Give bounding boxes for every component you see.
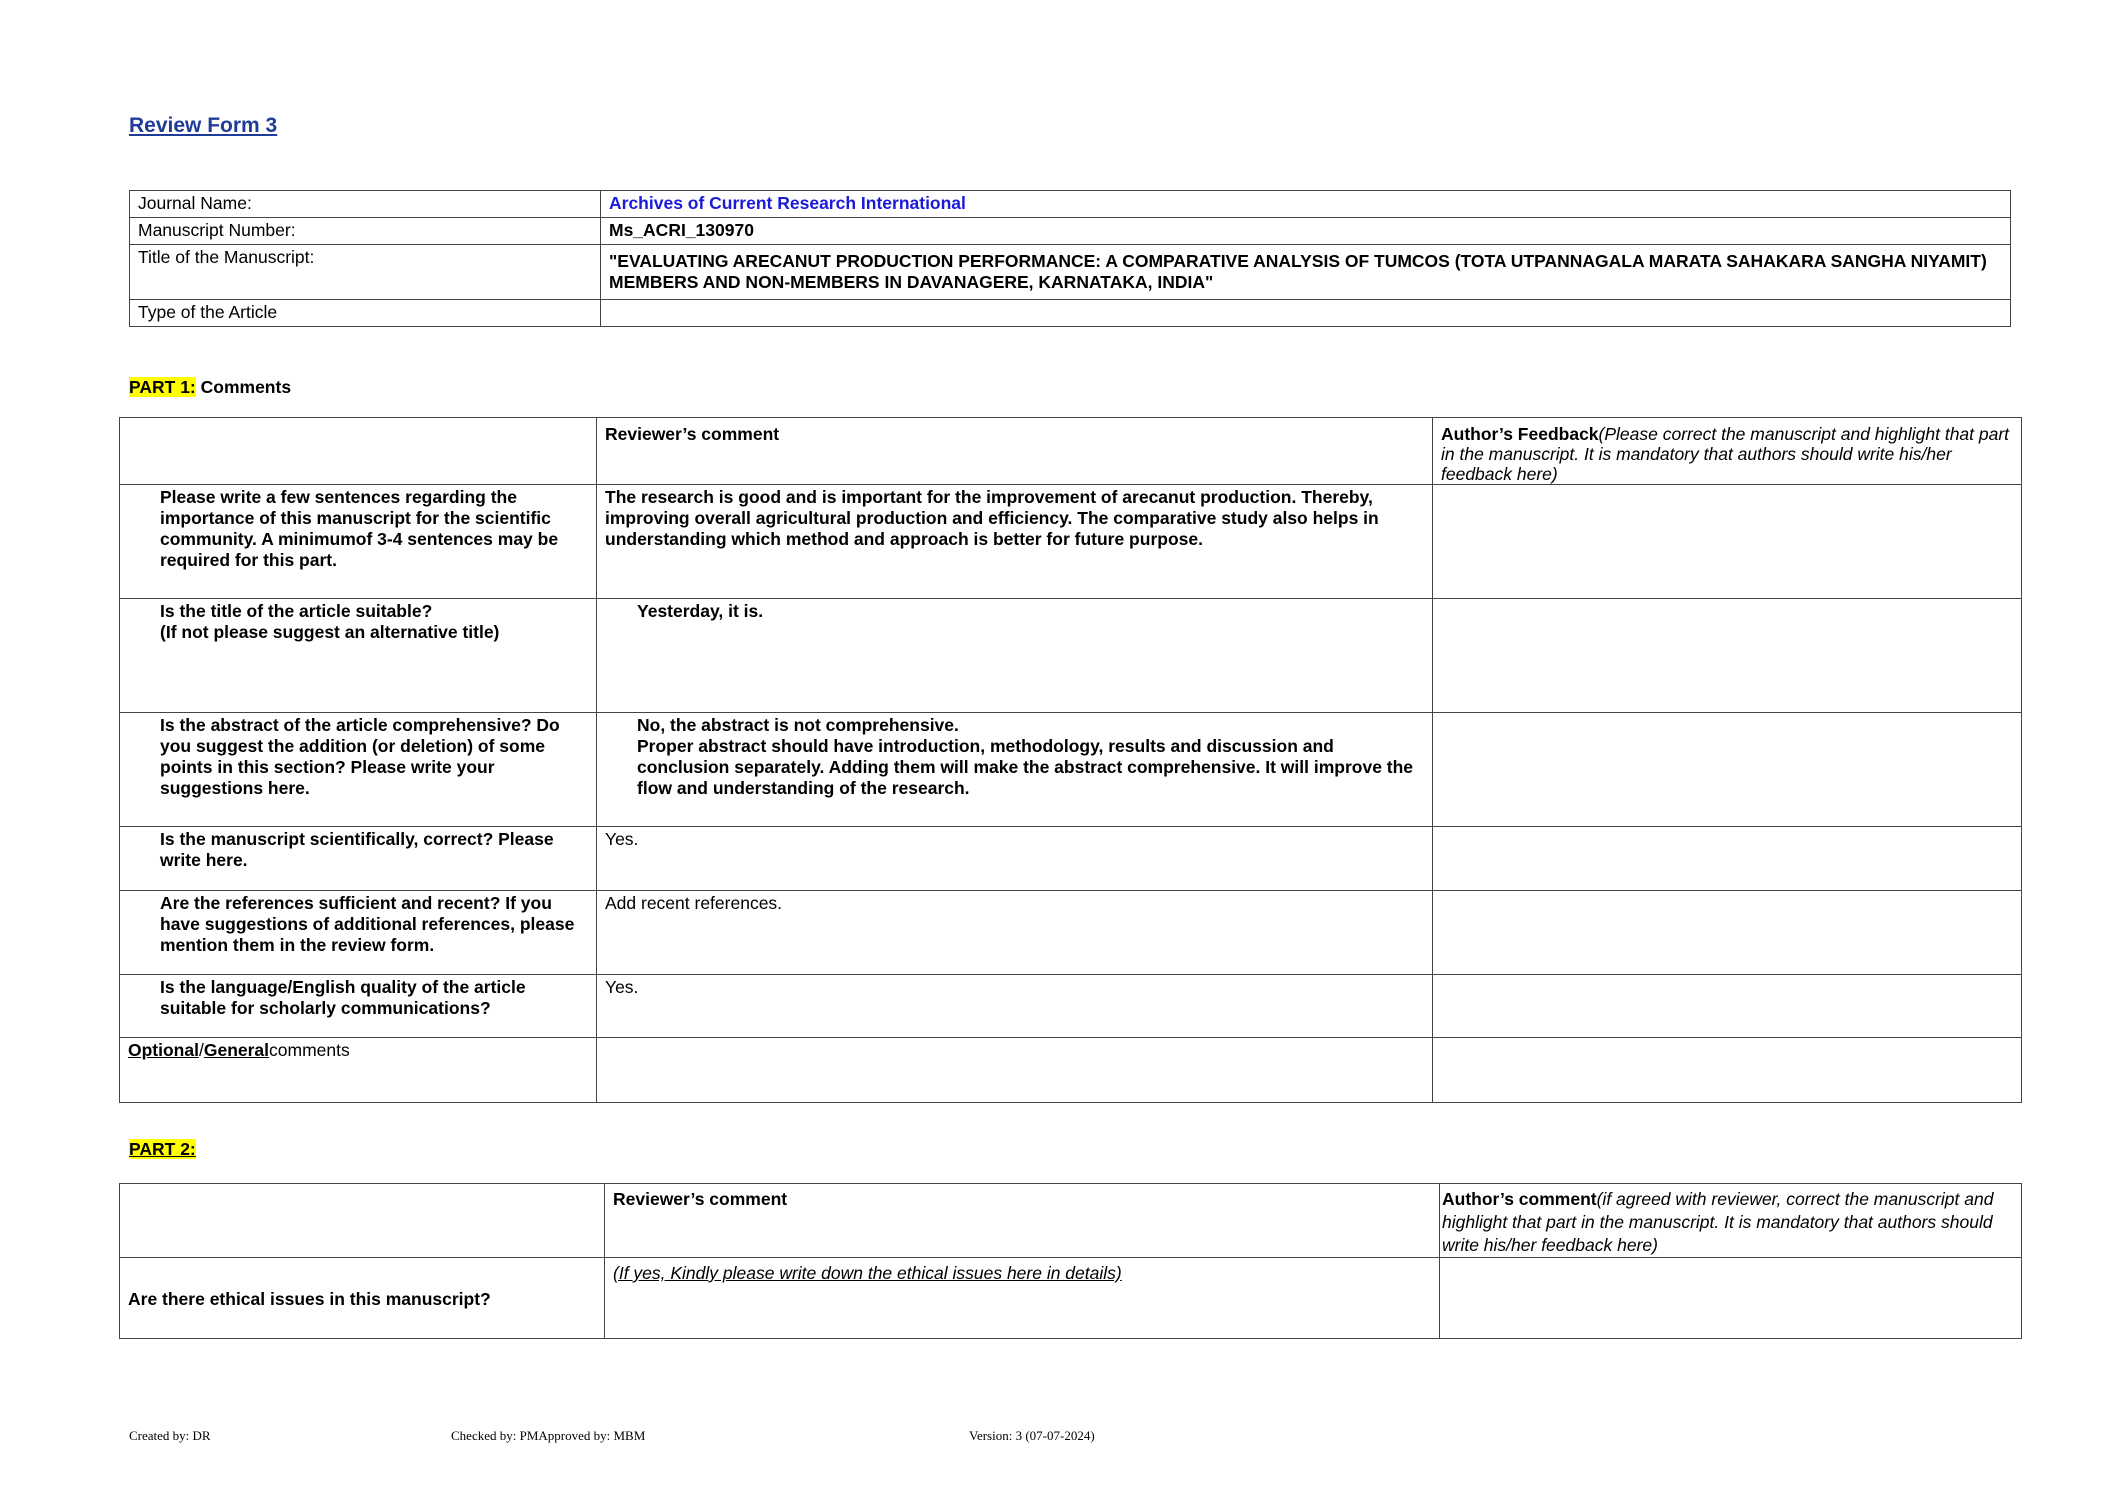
- footer-created: Created by: DR: [129, 1428, 211, 1443]
- question-abstract: Is the abstract of the article comprehensive? Do you suggest the addition (or deletion) of some points in this section? Please write your suggestions here.: [120, 713, 597, 827]
- part1-header-reviewer: Reviewer’s comment: [597, 418, 1433, 485]
- part2-label: PART 2:: [129, 1139, 196, 1159]
- part1-label-suffix: Comments: [195, 377, 292, 397]
- title-value: "EVALUATING ARECANUT PRODUCTION PERFORMANCE: A COMPARATIVE ANALYSIS OF TUMCOS (TOTA UTPANNAGALA MARATA SAHAKARA SANGHA NIYAMIT) MEMBERS AND NON-MEMBERS IN DAVANAGERE, KARNATAKA, INDIA": [601, 245, 2011, 300]
- ethics-comment: (If yes, Kindly please write down the ethical issues here in details): [605, 1258, 1440, 1339]
- footer-checked: Checked by: PMApproved by: MBM: [451, 1428, 646, 1443]
- part2-header-empty: [120, 1184, 605, 1258]
- part2-header-author-bold: Author’s comment: [1442, 1189, 1597, 1209]
- type-label: Type of the Article: [130, 300, 601, 327]
- manuscript-label: Manuscript Number:: [130, 218, 601, 245]
- part2-heading: [129, 1139, 196, 1160]
- title-label: Title of the Manuscript:: [130, 245, 601, 300]
- comment-title: Yesterday, it is.: [597, 599, 1433, 713]
- author-feedback-references[interactable]: [1433, 891, 2022, 975]
- table-row: [120, 975, 2022, 1038]
- comment-abstract-line1: No, the abstract is not comprehensive.: [637, 715, 959, 735]
- ethics-author-feedback[interactable]: [1440, 1258, 2022, 1339]
- comment-abstract-line2: Proper abstract should have introduction, methodology, results and discussion and conclusion separately. Adding them will make the abstract comprehensive. It will improve the flow and understanding of the research.: [637, 736, 1414, 798]
- author-feedback-optional[interactable]: [1433, 1038, 2022, 1103]
- part1-header-empty: [120, 418, 597, 485]
- optional-slash: /: [198, 1040, 204, 1060]
- part2-header-author-italic: (if agreed with reviewer, correct the manuscript and highlight that part in the manuscript. It is mandatory that authors should write his/her feedback here): [1442, 1189, 1994, 1255]
- general-word: General: [203, 1040, 270, 1060]
- info-row-manuscript: [130, 218, 2011, 245]
- table-row: [120, 1258, 2022, 1339]
- table-row: [120, 891, 2022, 975]
- journal-value: Archives of Current Research International: [601, 191, 2011, 218]
- comment-language: Yes.: [597, 975, 1433, 1038]
- type-value: [601, 300, 2011, 327]
- author-feedback-scientific[interactable]: [1433, 827, 2022, 891]
- part1-header-row: [120, 418, 2022, 485]
- ethics-question: Are there ethical issues in this manuscript?: [120, 1258, 605, 1339]
- question-references: Are the references sufficient and recent? If you have suggestions of additional references, please mention them in the review form.: [120, 891, 597, 975]
- comment-optional[interactable]: [597, 1038, 1433, 1103]
- journal-label: Journal Name:: [130, 191, 601, 218]
- comment-references: Add recent references.: [597, 891, 1433, 975]
- table-row: [120, 827, 2022, 891]
- author-feedback-importance[interactable]: [1433, 485, 2022, 599]
- question-title-line1: Is the title of the article suitable?: [160, 601, 433, 621]
- form-title: Review Form 3: [129, 114, 278, 137]
- part1-heading: [129, 377, 291, 398]
- info-row-journal: [130, 191, 2011, 218]
- part2-header-row: [120, 1184, 2022, 1258]
- manuscript-value: Ms_ACRI_130970: [601, 218, 2011, 245]
- optional-general-comments-label: [120, 1038, 597, 1103]
- comment-importance: The research is good and is important for the improvement of arecanut production. Thereby, improving overall agricultural production and efficiency. The comparative study also helps in understanding which method and approach is better for future purpose.: [597, 485, 1433, 599]
- info-row-title: [130, 245, 2011, 300]
- question-title: [120, 599, 597, 713]
- part2-header-reviewer: Reviewer’s comment: [605, 1184, 1440, 1258]
- part1-header-author-italic: (Please correct the manuscript and highlight that part in the manuscript. It is mandatory that authors should write his/her feedback here): [1441, 424, 2010, 484]
- question-importance: Please write a few sentences regarding the importance of this manuscript for the scientific community. A minimumof 3-4 sentences may be required for this part.: [120, 485, 597, 599]
- part2-header-author: [1440, 1184, 2022, 1258]
- question-title-line2: (If not please suggest an alternative title): [160, 622, 500, 642]
- author-feedback-title[interactable]: [1433, 599, 2022, 713]
- author-feedback-abstract[interactable]: [1433, 713, 2022, 827]
- part1-label: PART 1:: [129, 377, 196, 397]
- part2-table: [119, 1183, 2022, 1339]
- table-row: [120, 713, 2022, 827]
- question-scientific: Is the manuscript scientifically, correct? Please write here.: [120, 827, 597, 891]
- table-row: [120, 599, 2022, 713]
- table-row: [120, 485, 2022, 599]
- info-row-type: [130, 300, 2011, 327]
- author-feedback-language[interactable]: [1433, 975, 2022, 1038]
- question-language: Is the language/English quality of the article suitable for scholarly communications?: [120, 975, 597, 1038]
- part1-table: [119, 417, 2022, 1103]
- table-row: [120, 1038, 2022, 1103]
- part1-header-author-bold: Author’s Feedback: [1441, 424, 1599, 444]
- manuscript-info-table: [129, 190, 2011, 327]
- comment-scientific: Yes.: [597, 827, 1433, 891]
- comment-abstract: [597, 713, 1433, 827]
- part1-header-author: [1433, 418, 2022, 485]
- optional-word: Optional: [128, 1040, 199, 1060]
- footer-version: Version: 3 (07-07-2024): [969, 1428, 1095, 1443]
- comments-word: comments: [269, 1040, 350, 1060]
